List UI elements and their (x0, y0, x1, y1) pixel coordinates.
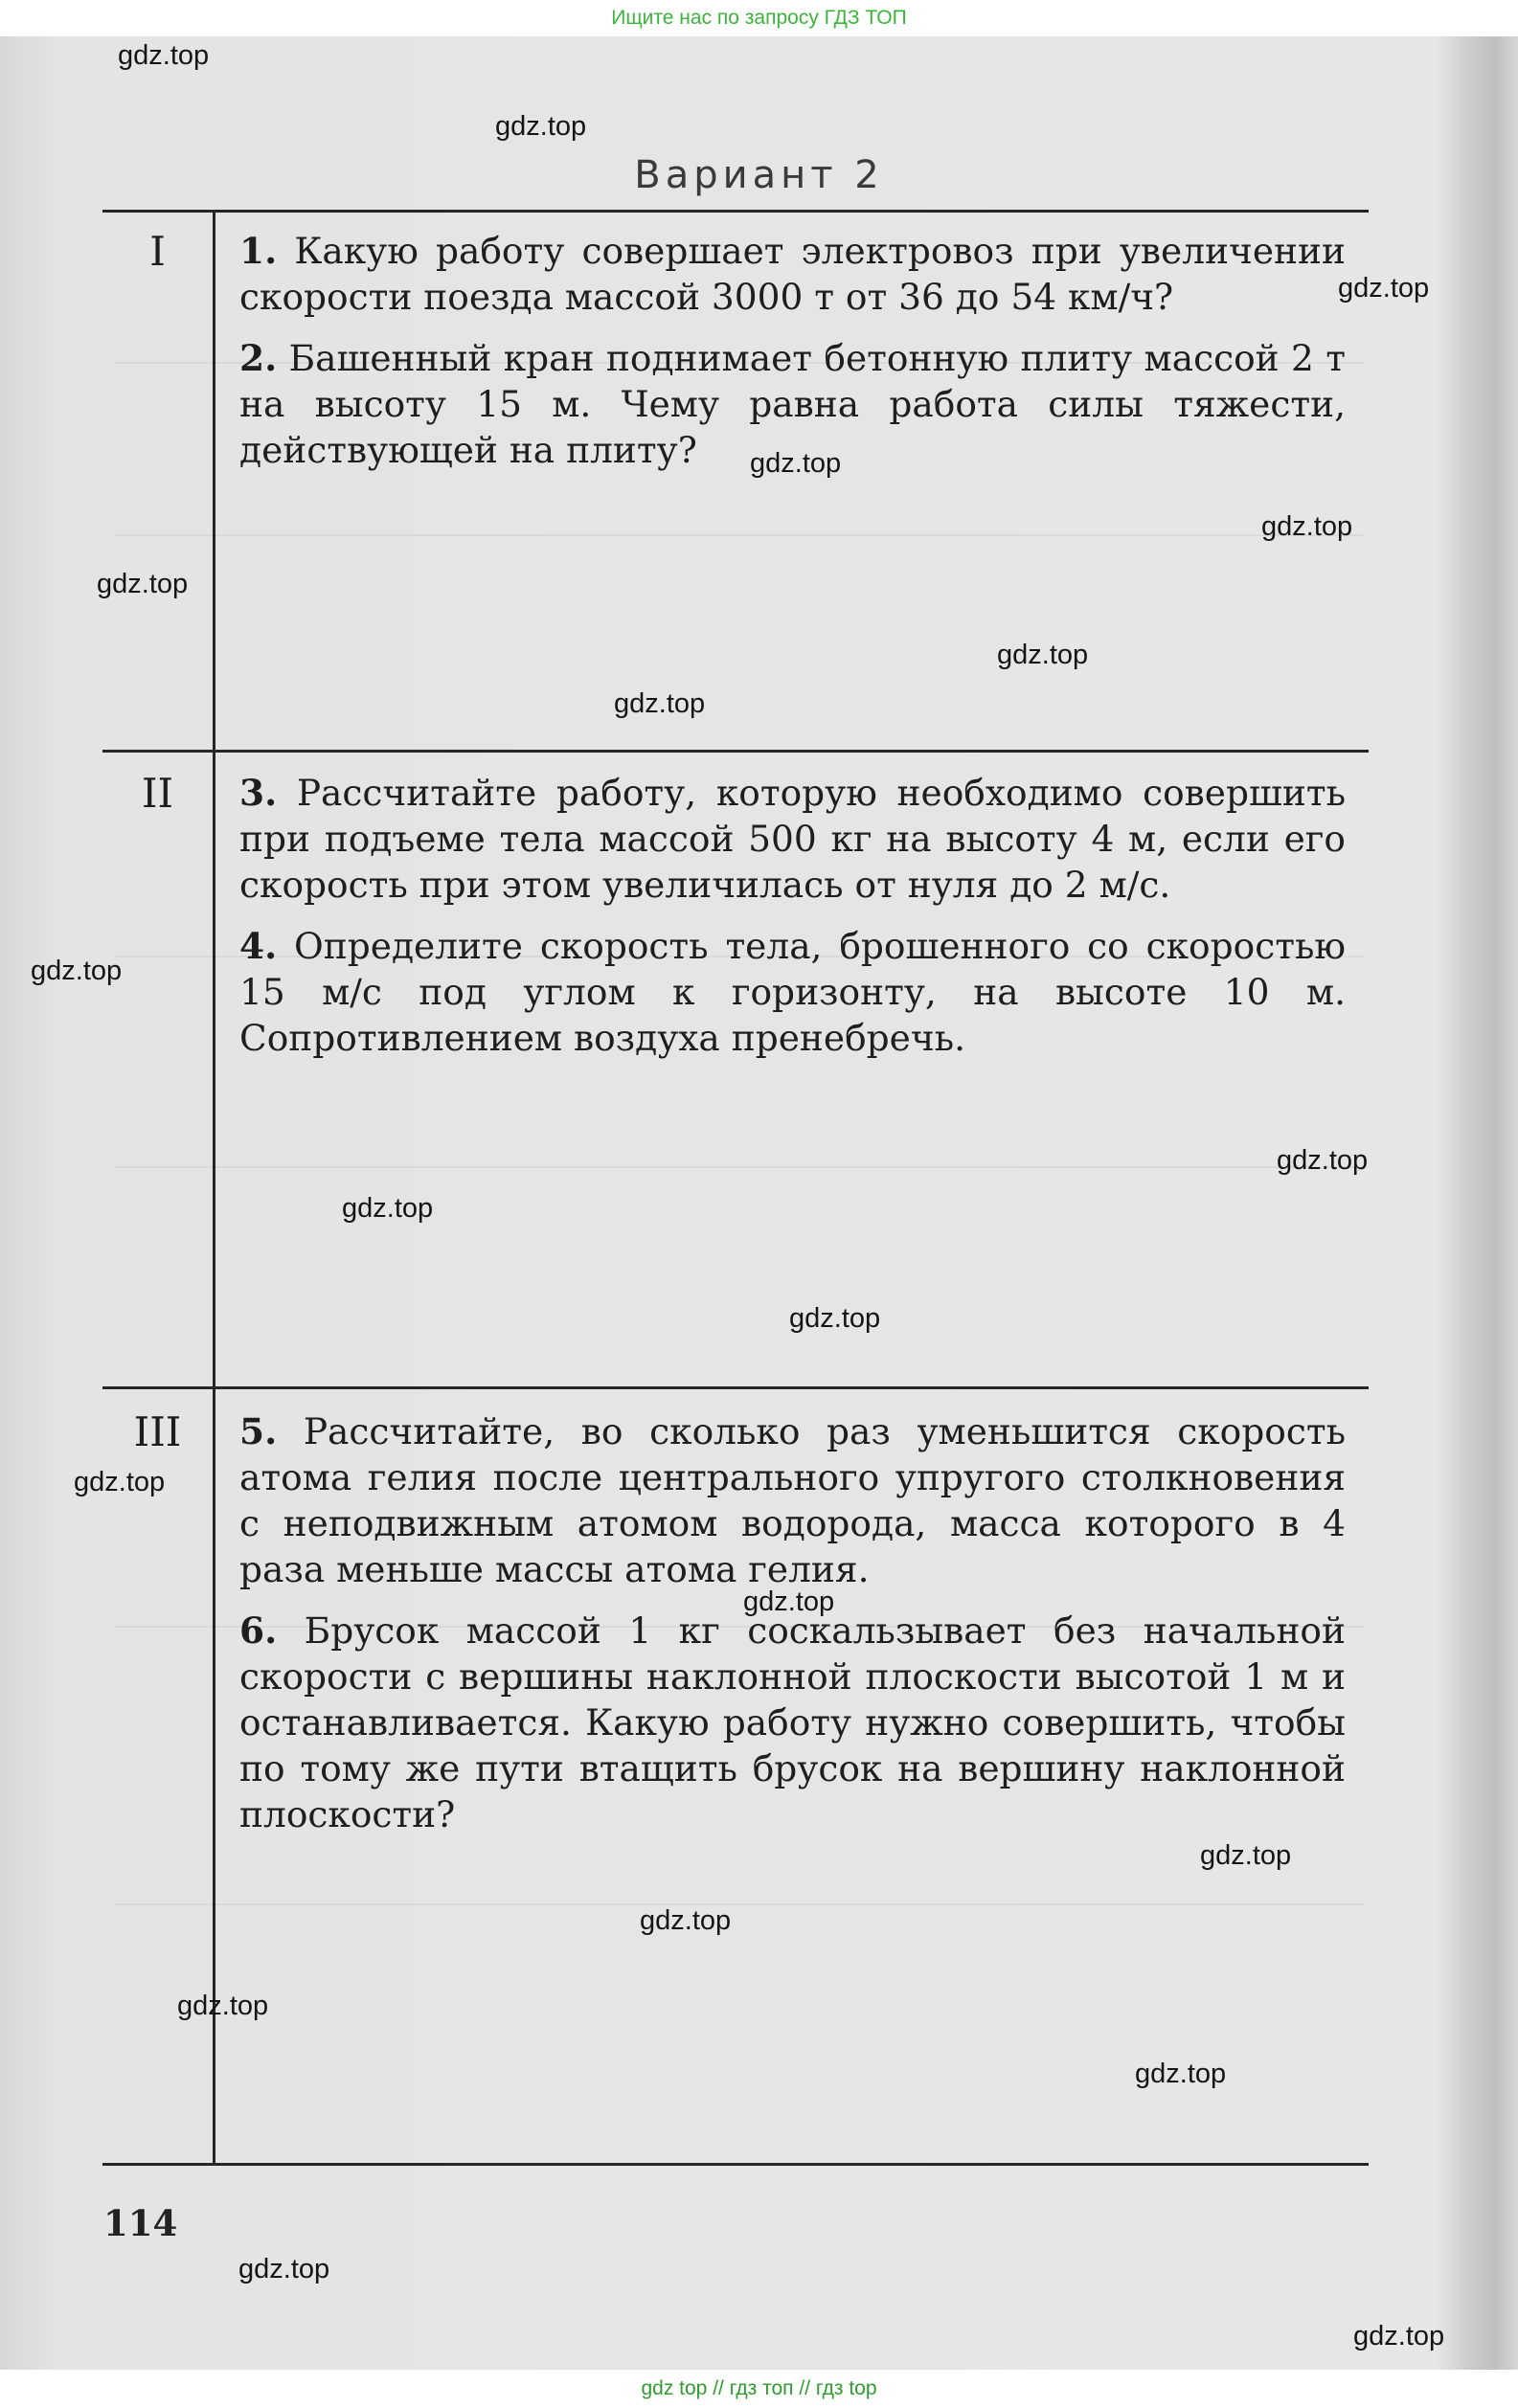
task-number: 6. (239, 1609, 278, 1652)
watermark: gdz.top (640, 1905, 732, 1936)
task-number: 3. (239, 772, 278, 814)
variant-heading: Вариант 2 (634, 153, 884, 197)
watermark: gdz.top (342, 1193, 434, 1224)
task-number: 2. (239, 337, 278, 379)
level-label-2: II (141, 770, 174, 817)
task-text: Башенный кран поднимает бетонную плиту массой 2 т на высоту 15 м. Чему равна работа силы тяжести, действующей на плиту? (239, 337, 1347, 471)
watermark: gdz.top (1338, 273, 1430, 304)
watermark: gdz.top (1261, 511, 1353, 542)
watermark: gdz.top (495, 111, 587, 142)
bleed-through-line (115, 1903, 1365, 1905)
level-label-3: III (133, 1408, 182, 1455)
task-text: Определите скорость тела, брошенного со скоростью 15 м/с под углом к горизонту, на высоте 10 м. Сопротивлением воздуха пренебречь. (239, 925, 1347, 1059)
watermark: gdz.top (1135, 2059, 1227, 2089)
textbook-page (0, 36, 1518, 2370)
table-column-divider (213, 210, 215, 2165)
level-label-1: I (149, 228, 166, 275)
watermark: gdz.top (750, 448, 842, 479)
task-number: 5. (239, 1410, 278, 1452)
watermark: gdz.top (177, 1991, 269, 2021)
table-rule (102, 750, 1369, 753)
watermark: gdz.top (614, 688, 706, 719)
table-rule (102, 2163, 1369, 2166)
level-2-tasks (239, 770, 1346, 1076)
bleed-through-line (115, 534, 1365, 536)
watermark: gdz.top (238, 2254, 330, 2284)
task-5 (239, 1408, 1346, 1592)
watermark: gdz.top (97, 569, 189, 599)
watermark: gdz.top (1200, 1840, 1292, 1871)
task-6 (239, 1608, 1346, 1837)
task-text: Рассчитайте работу, которую необходимо совершить при подъеме тела массой 500 кг на высоту 4 м, если его скорость при этом увеличилась от нуля до 2 м/с. (239, 772, 1347, 906)
bleed-through-line (115, 1166, 1365, 1168)
watermark: gdz.top (1353, 2321, 1445, 2352)
watermark: gdz.top (789, 1303, 881, 1334)
top-banner[interactable]: Ищите нас по запросу ГДЗ ТОП (0, 0, 1518, 36)
task-text: Какую работу совершает электровоз при увеличении скорости поезда массой 3000 т от 36 до 54 км/ч? (239, 230, 1347, 318)
level-3-tasks (239, 1408, 1346, 1853)
watermark: gdz.top (118, 40, 210, 71)
watermark: gdz.top (74, 1467, 166, 1497)
task-text: Рассчитайте, во сколько раз уменьшится скорость атома гелия после центрального упругого столкновения с неподвижным атомом водорода, масса которого в 4 раза меньше массы атома гелия. (239, 1410, 1347, 1590)
watermark: gdz.top (31, 956, 123, 986)
task-number: 1. (239, 230, 278, 272)
task-3 (239, 770, 1346, 908)
page-number: 114 (103, 2202, 178, 2244)
task-text: Брусок массой 1 кг соскальзывает без начальной скорости с вершины наклонной плоскости высотой 1 м и останавливается. Какую работу нужно совершить, чтобы по тому же пути втащить брусок на вершину наклонной плоскости? (239, 1609, 1347, 1835)
bottom-banner[interactable]: gdz top // гдз топ // гдз top (0, 2370, 1518, 2408)
watermark: gdz.top (1277, 1145, 1369, 1176)
task-4 (239, 923, 1346, 1061)
table-rule (102, 210, 1369, 213)
table-rule (102, 1386, 1369, 1389)
task-1 (239, 228, 1346, 320)
watermark: gdz.top (743, 1587, 835, 1617)
task-number: 4. (239, 925, 278, 967)
watermark: gdz.top (997, 640, 1089, 670)
